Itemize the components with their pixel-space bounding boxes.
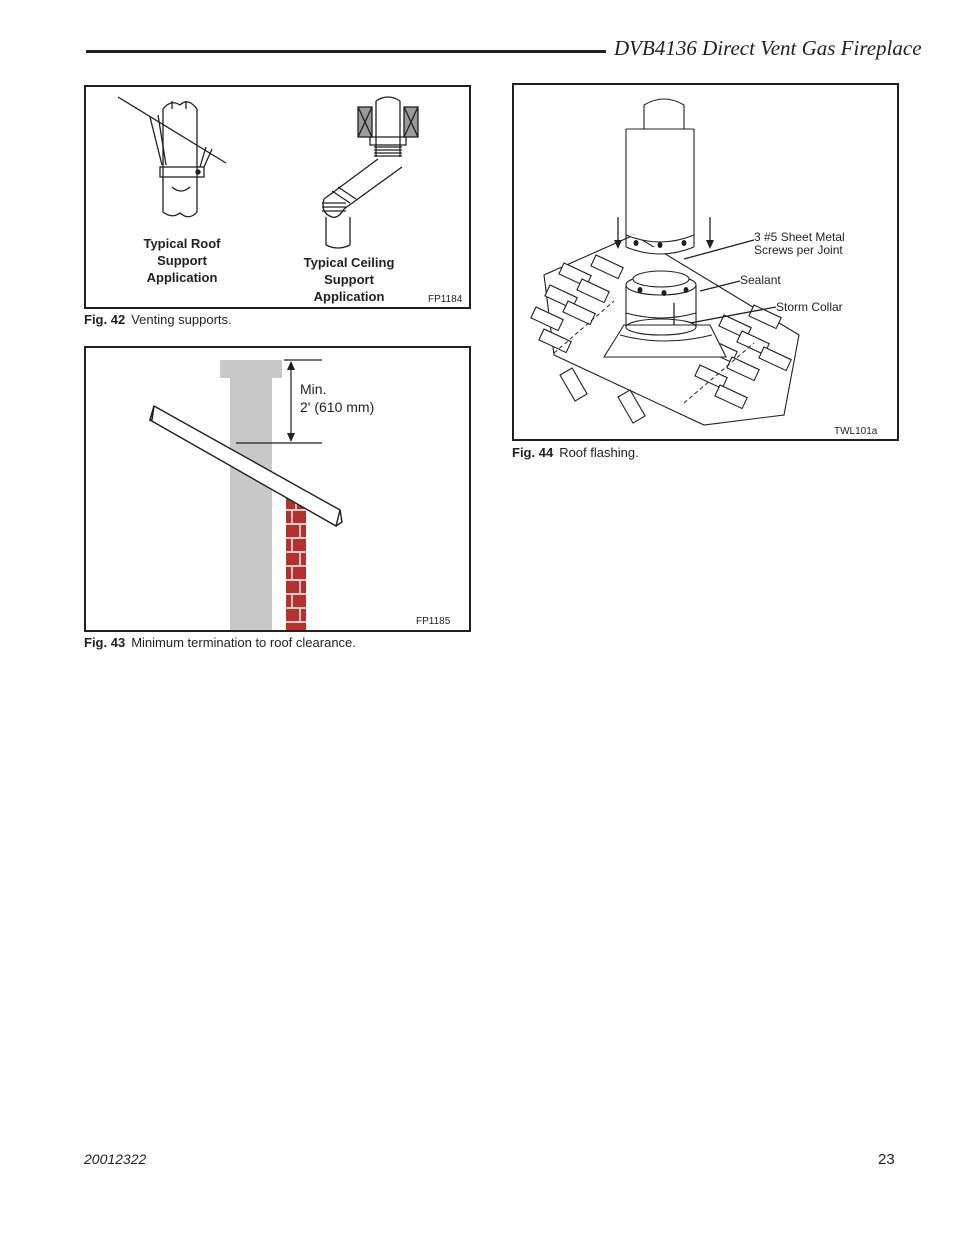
- fig42-label-ceiling: Typical Ceiling Support Application: [303, 255, 395, 304]
- footer-page-number: 23: [878, 1151, 895, 1168]
- fig44-illustration: [514, 85, 899, 441]
- fig43-caption-text: Minimum termination to roof clearance.: [131, 635, 356, 650]
- fig43-caption-number: Fig. 43: [84, 635, 126, 650]
- footer-doc-number: 20012322: [84, 1151, 147, 1167]
- termination-pipe: [230, 376, 272, 632]
- termination-cap: [220, 360, 282, 378]
- fig42-caption-text: Venting supports.: [131, 312, 232, 327]
- fig44-caption-number: Fig. 44: [512, 445, 554, 460]
- fig44-label-sealant: Sealant: [740, 273, 781, 287]
- page-title: DVB4136 Direct Vent Gas Fireplace: [614, 36, 922, 60]
- fig44-box: [512, 83, 899, 441]
- fig43-box: [84, 346, 471, 632]
- header-rule: [86, 50, 606, 53]
- fig44-code: TWL101a: [834, 426, 878, 437]
- fig42-label-roof: Typical Roof Support Application: [143, 236, 221, 285]
- fig42-code: FP1184: [428, 294, 463, 305]
- fig42-caption-number: Fig. 42: [84, 312, 126, 327]
- fig43-caption: [84, 635, 356, 650]
- fig43-clearance-line1: Min.: [300, 381, 327, 397]
- fig42-caption: [84, 312, 232, 327]
- fig43-illustration: [86, 348, 471, 632]
- fig44-caption: [512, 445, 639, 460]
- brick-wall: [286, 498, 306, 632]
- fig44-label-screws: 3 #5 Sheet Metal Screws per Joint: [754, 230, 845, 257]
- fig44-caption-text: Roof flashing.: [559, 445, 639, 460]
- fig43-code: FP1185: [416, 616, 451, 627]
- fig44-label-collar: Storm Collar: [776, 300, 843, 314]
- fig43-clearance-line2: 2' (610 mm): [300, 399, 375, 415]
- fig42-box: [84, 85, 471, 309]
